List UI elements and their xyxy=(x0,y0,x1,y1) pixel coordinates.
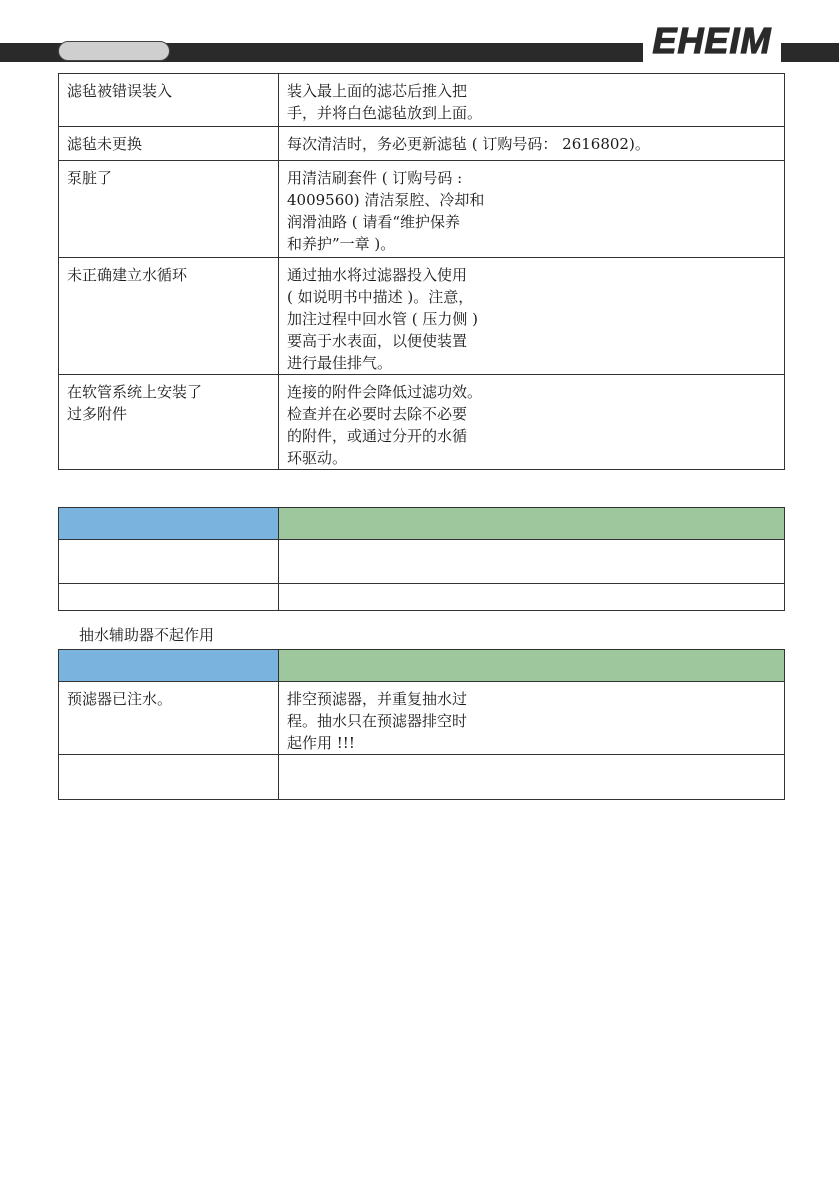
table-header-row xyxy=(59,650,785,682)
cause-cell xyxy=(59,584,279,611)
remedy-cell xyxy=(279,540,785,584)
remedy-cell: 用清洁刷套件 ( 订购号码 : 4009560) 清洁泵腔、冷却和 润滑油路 ( 请看“维护保养 和养护”一章 )。 xyxy=(279,161,785,258)
header-remedy-cell xyxy=(279,508,785,540)
troubleshooting-table-3 xyxy=(58,649,785,800)
cause-cell xyxy=(59,755,279,800)
table-row xyxy=(59,375,785,470)
table-row xyxy=(59,161,785,258)
remedy-cell: 装入最上面的滤芯后推入把 手，并将白色滤毡放到上面。 xyxy=(279,74,785,127)
header-remedy-cell xyxy=(279,650,785,682)
table-row xyxy=(59,682,785,755)
remedy-cell: 每次清洁时，务必更新滤毡 ( 订购号码： 2616802)。 xyxy=(279,127,785,161)
remedy-cell: 连接的附件会降低过滤功效。 检查并在必要时去除不必要 的附件，或通过分开的水循 环驱动。 xyxy=(279,375,785,470)
table-row xyxy=(59,127,785,161)
remedy-cell xyxy=(279,755,785,800)
remedy-cell: 通过抽水将过滤器投入使用 ( 如说明书中描述 )。注意， 加注过程中回水管 ( 压力侧 ) 要高于水表面，以便使装置 进行最佳排气。 xyxy=(279,258,785,375)
header-cause-cell xyxy=(59,650,279,682)
troubleshooting-table-1 xyxy=(58,73,785,470)
cause-cell: 滤毡未更换 xyxy=(59,127,279,161)
troubleshooting-table-2 xyxy=(58,507,785,611)
table-row xyxy=(59,584,785,611)
section-title: 抽水辅助器不起作用 xyxy=(79,626,215,644)
remedy-cell: 排空预滤器，并重复抽水过 程。抽水只在预滤器排空时 起作用 !!! xyxy=(279,682,785,755)
table-row xyxy=(59,755,785,800)
table-row xyxy=(59,540,785,584)
cause-cell: 预滤器已注水。 xyxy=(59,682,279,755)
cause-cell xyxy=(59,540,279,584)
header-pill xyxy=(58,41,170,61)
cause-cell: 未正确建立水循环 xyxy=(59,258,279,375)
table-row xyxy=(59,74,785,127)
eheim-logo-text: EHEIM xyxy=(652,20,772,61)
table-header-row xyxy=(59,508,785,540)
remedy-cell xyxy=(279,584,785,611)
cause-cell: 在软管系统上安装了 过多附件 xyxy=(59,375,279,470)
table-row xyxy=(59,258,785,375)
cause-cell: 滤毡被错误装入 xyxy=(59,74,279,127)
header-cause-cell xyxy=(59,508,279,540)
cause-cell: 泵脏了 xyxy=(59,161,279,258)
eheim-logo xyxy=(639,18,781,62)
